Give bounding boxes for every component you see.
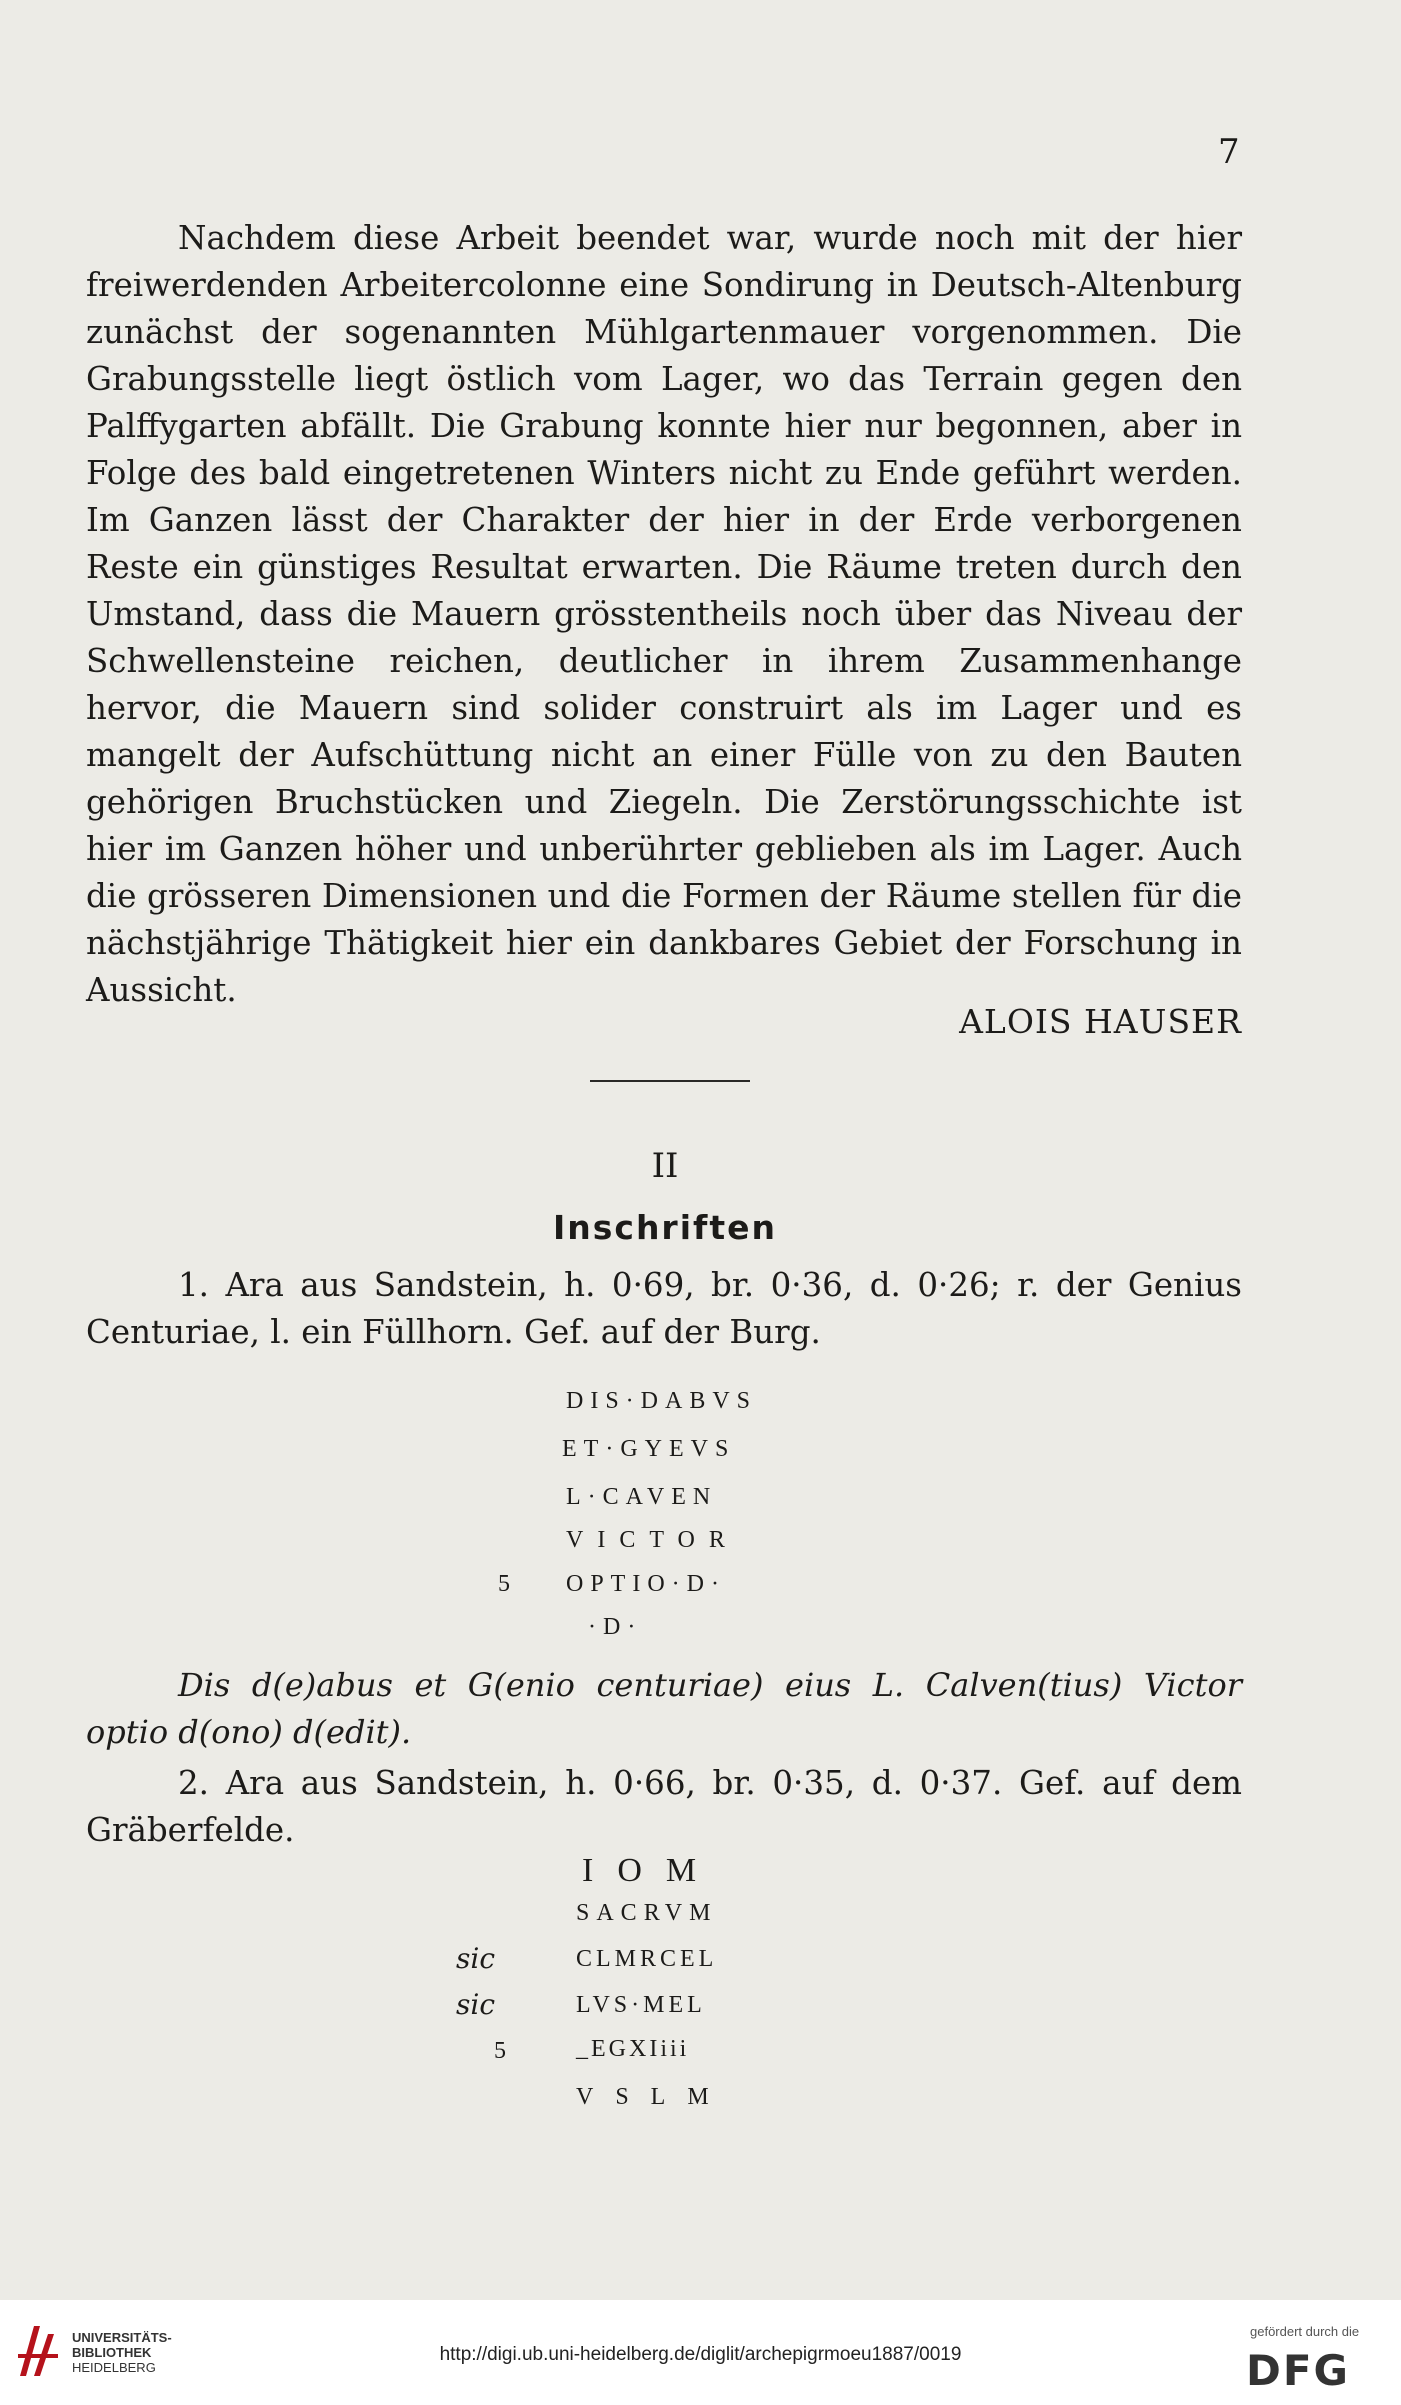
section-title: Inschriften (552, 1208, 778, 1247)
entry-2-text: 2. Ara aus Sandstein, h. 0·66, br. 0·35, d. 0·37. Gef. auf dem Gräberfelde. (86, 1764, 1242, 1849)
entry-2 (86, 1760, 1242, 1854)
inscription-1-line-6: ·D· (588, 1614, 643, 1640)
entry-1-text: 1. Ara aus Sandstein, h. 0·69, br. 0·36, d. 0·26; r. der Genius Centuriae, l. ein Füllhorn. Gef. auf der Burg. (86, 1266, 1242, 1351)
inscription-1-line-1: DIS·DABVS (566, 1388, 758, 1414)
sic-mark-2: sic (456, 1988, 496, 2021)
section-divider (590, 1080, 750, 1082)
library-name-line-2: BIBLIOTHEK (72, 2345, 152, 2360)
inscription-1-line-4: VICTOR (566, 1527, 739, 1553)
inscription-2-line-5: _EGXIiii (576, 2036, 690, 2062)
viewer-footer (0, 2300, 1401, 2405)
author-signature: ALOIS HAUSER (959, 1002, 1242, 1041)
inscription-2-line-3: CLMRCEL (576, 1946, 718, 1972)
library-name-line-3: HEIDELBERG (72, 2360, 156, 2375)
report-paragraph (86, 215, 1242, 1014)
inscription-2-line-2: SACRVM (576, 1900, 718, 1926)
page-number: 7 (1218, 132, 1240, 172)
interpretation-1 (86, 1662, 1242, 1756)
section-number: II (651, 1146, 679, 1186)
sic-mark-1: sic (456, 1942, 496, 1975)
paragraph-text: Nachdem diese Arbeit beendet war, wurde noch mit der hier freiwerdenden Arbeitercolonne eine Sondirung in Deutsch-Altenburg zunächst der sogenannten Mühlgartenmauer vorgenommen. Die Grabungsstelle liegt östlich vom Lager, wo das Terrain gegen den Palffygarten abfällt. Die Grabung konnte hier nur begonnen, aber in Folge des bald eingetretenen Winters nicht zu Ende geführt werden. Im Ganzen lässt der Charakter der hier in der Erde verborgenen Reste ein günstiges Resultat erwarten. Die Räume treten durch den Umstand, dass die Mauern grösstentheils noch über das Niveau der Schwellensteine reichen, deutlicher in ihrem Zusammenhange hervor, die Mauern sind solider construirt als im Lager und es mangelt der Aufschüttung nicht an einer Fülle von zu den Bauten gehörigen Bruchstücken und Ziegeln. Die Zerstörungsschichte ist hier im Ganzen höher und unberührter geblieben als im Lager. Auch die grösseren Dimensionen und die Formen der Räume stellen für die nächstjährige Thätigkeit hier ein dankbares Gebiet der Forschung in Aussicht. (86, 219, 1242, 1009)
inscription-1-line-number: 5 (498, 1571, 510, 1597)
inscription-1-line-3: L·CAVEN (566, 1484, 718, 1510)
inscription-1-line-2: ET·GΥEVS (562, 1436, 736, 1462)
permalink-url[interactable]: http://digi.ub.uni-heidelberg.de/diglit/archepigrmoeu1887/0019 (439, 2344, 962, 2365)
inscription-2-line-1: IOM (582, 1852, 721, 1889)
inscription-2-line-6: VSLM (576, 2084, 731, 2110)
interpretation-1-text: Dis d(e)abus et G(enio centuriae) eius L. Calven(tius) Victor optio d(ono) d(edit). (86, 1666, 1242, 1751)
dfg-logo: DFG (1246, 2346, 1351, 2395)
funding-note: gefördert durch die (1250, 2324, 1360, 2339)
inscription-2-line-4: LVS·MEL (576, 1992, 706, 2018)
library-name-line-1: UNIVERSITÄTS- (72, 2330, 172, 2345)
entry-1 (86, 1262, 1242, 1356)
inscription-2-line-number: 5 (494, 2038, 506, 2064)
inscription-1-line-5: OPTIO·D· (566, 1571, 726, 1597)
